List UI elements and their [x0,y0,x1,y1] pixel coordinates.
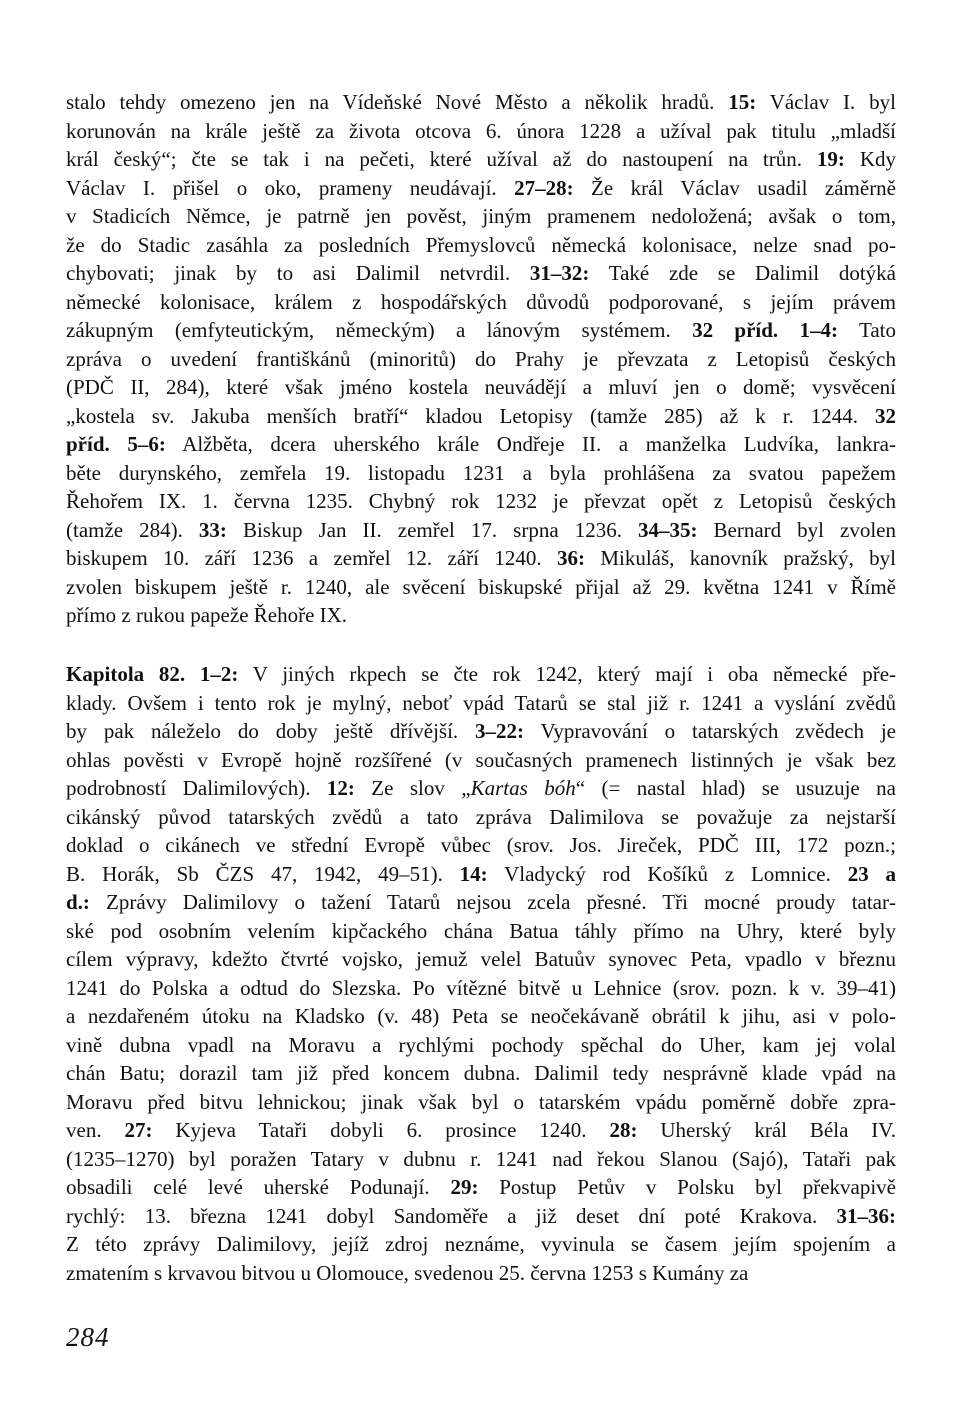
text-run: B. Horák, Sb ČZS 47, 1942, 49–51). [66,861,460,886]
text-run: ské pod osobním velením kipčackého chána Batua táhly přímo na Uhry, které byly [66,918,896,943]
text-run: a nezdařeném útoku na Kladsko (v. 48) Peta se neočekávaně obrátil k jihu, asi v polo‑ [66,1004,896,1028]
text-run: V jiných rkpech se čte rok 1242, který mají i oba německé pře‑ [238,662,897,686]
text-line [66,860,896,889]
bold-reference: 23 a [847,861,897,886]
text-line [66,373,896,402]
text-line [66,544,896,573]
text-run: Ze slov „ [354,776,471,800]
text-run: Kyjeva Tataři dobyli 6. prosince 1240. [152,1118,610,1142]
bold-reference: 1–2: [199,662,239,686]
text-line [66,660,896,689]
text-line [66,288,896,317]
text-run: cikánský původ tatarských zvědů a tato zpráva Dalimilova se považuje za nejstarší [66,804,896,829]
text-run: ohlas pověsti v Evropě hojně rozšířené (v současných pramenech listinných je však bez [66,747,896,772]
text-run: 1241 do Polska a odtud do Slezska. Po vítězné bitvě u Lehnice (srov. pozn. k v. 39–41) [66,975,896,1000]
text-line [66,1145,896,1174]
text-line [66,831,896,860]
text-line [66,689,896,718]
text-run: běte durynského, zemřela 19. listopadu 1231 a byla prohlášena za svatou papežem [66,460,896,485]
bold-reference: 31–36: [836,1203,896,1228]
text-run: že do Stadic zasáhla za posledních Přemyslovců německá kolonisace, nelze snad po‑ [66,232,896,257]
text-run: Biskup Jan II. zemřel 17. srpna 1236. [226,517,638,542]
text-line [66,1259,896,1288]
text-line [66,117,896,146]
bold-reference: 27–28: [514,175,574,200]
text-line [66,573,896,602]
text-line [66,1002,896,1031]
bold-reference: 29: [450,1175,479,1199]
text-line [66,917,896,946]
text-line [66,945,896,974]
text-run: Moravu před bitvu lehnickou; jinak však byl o tatarském vpádu poměrně dobře zpra‑ [66,1089,896,1114]
text-line [66,746,896,775]
text-run: Alžběta, dcera uherského krále Ondřeje II. a manželka Ludvíka, lankra‑ [165,432,896,456]
text-line [66,145,896,174]
text-run: Postup Petův v Polsku byl překvapivě [478,1175,896,1199]
text-line [66,402,896,431]
text-run: král český“; čte se tak i na pečeti, které užíval až do nastoupení na trůn. [66,147,817,171]
bold-reference: 33: [198,517,227,542]
text-run: (tamže 284). [66,517,199,542]
text-run: zvolen biskupem ještě r. 1240, ale svěcení biskupské přijal až 29. května 1241 v Římě [66,574,896,599]
bold-reference: 32 [875,403,896,428]
text-line [66,1230,896,1259]
bold-reference: 28: [609,1118,638,1142]
text-line [66,803,896,832]
italic-quote: Kartas bóh [470,776,576,800]
bold-reference: 19: [816,147,845,171]
text-run: zákupným (emfyteutickým, německým) a lánovým systémem. [66,318,693,342]
bold-reference: 32 příd. 1–4: [692,318,839,342]
text-run [185,662,200,686]
text-line [66,202,896,231]
text-run: vině dubna vpadl na Moravu a rychlými pochody spěchal do Uher, kam jej volal [66,1032,896,1057]
bold-reference: 27: [124,1118,153,1142]
bold-reference: 3–22: [475,719,525,743]
text-run: biskupem 10. září 1236 a zemřel 12. září 1240. [66,546,557,570]
text-run: Vypravování o tatarských zvědech je [524,719,896,743]
text-run: zmatením s krvavou bitvou u Olomouce, svedenou 25. června 1253 s Kumány za [66,1260,749,1285]
text-run: v Stadicích Němce, je patrně jen pověst, jiným pramenem nedoložená; avšak o tom, [66,204,896,228]
text-line [66,1116,896,1145]
text-line [66,1173,896,1202]
text-run: Václav I. byl [756,90,896,114]
text-line [66,231,896,260]
text-run: Kdy [844,147,896,171]
bold-reference: d.: [66,890,90,914]
bold-reference: příd. 5–6: [66,432,166,456]
text-run: Bernard byl zvolen [697,517,896,542]
text-run: Tato [838,318,896,342]
text-line [66,487,896,516]
text-run: stalo tehdy omezeno jen na Vídeňské Nové Město a několik hradů. [66,90,729,114]
text-run: (PDČ II, 284), které však jméno kostela neuvádějí a mluví jen o domě; vysvěcení [66,375,896,399]
text-run: přímo z rukou papeže Řehoře IX. [66,603,348,627]
bold-reference: 34–35: [637,517,698,542]
text-line [66,430,896,459]
text-run: korunován na krále ještě za života otcova 6. února 1228 a užíval pak titulu „mladší [66,118,896,143]
bold-reference: Kapitola 82. [66,662,186,686]
text-run: Z této zprávy Dalimilovy, jejíž zdroj neznáme, vyvinula se časem jejím spojením a [66,1232,896,1256]
text-run: klady. Ovšem i tento rok je mylný, neboť vpád Tatarů se stal již r. 1241 a vyslání zvědů [66,690,896,715]
text-run: Uherský král Béla IV. [637,1118,896,1142]
text-line [66,1031,896,1060]
text-run: rychlý: 13. března 1241 dobyl Sandoměře a již deset dní poté Krakova. [66,1203,837,1228]
text-run: „kostela sv. Jakuba menších bratří“ kladou Letopisy (tamže 285) až k r. 1244. [66,403,875,428]
bold-reference: 12: [326,776,355,800]
text-line [66,1088,896,1117]
bold-reference: 36: [556,546,585,570]
text-line [66,88,896,117]
text-line [66,1059,896,1088]
notes-paragraph-top [66,88,896,630]
bold-reference: 14: [459,861,488,886]
bold-reference: 15: [728,90,757,114]
text-line [66,174,896,203]
text-run: chán Batu; dorazil tam již před koncem dubna. Dalimil tedy nesprávně klade vpád na [66,1061,896,1085]
text-run: německé kolonisace, králem z hospodářských důvodů podporované, s jejím právem [66,289,896,314]
text-run: by pak náleželo do doby ještě dřívější. [66,719,476,743]
page-number: 284 [66,1322,110,1352]
text-run: chybovati; jinak by to asi Dalimil netvrdil. [66,261,530,285]
text-run: Zprávy Dalimilovy o tažení Tatarů nejsou zcela přesné. Tři mocné proudy tatar‑ [89,890,896,914]
text-line [66,974,896,1003]
text-run: ven. [66,1118,125,1142]
text-line [66,259,896,288]
text-line [66,774,896,803]
text-run: Mikuláš, kanovník pražský, byl [584,546,897,570]
text-run: Že král Václav usadil záměrně [573,175,897,200]
text-run: Řehořem IX. 1. června 1235. Chybný rok 1232 je převzat opět z Letopisů českých [66,489,896,513]
text-line [66,459,896,488]
text-line [66,1202,896,1231]
text-run: (1235–1270) byl poražen Tatary v dubnu r. 1241 nad řekou Slanou (Sajó), Tataři pak [66,1146,896,1171]
text-run: “ (= nastal hlad) se usuzuje na [575,776,896,800]
text-run: Vladycký rod Košíků z Lomnice. [487,861,848,886]
bold-reference: 31–32: [529,261,590,285]
text-run: obsadili celé levé uherské Podunají. [66,1175,451,1199]
text-line [66,316,896,345]
text-run: cílem výpravy, kdežto čtvrté vojsko, jemuž velel Batuův synovec Peta, vpadlo v březnu [66,947,896,971]
text-line [66,516,896,545]
text-run: Václav I. přišel o oko, prameny neudávají. [66,175,515,200]
notes-paragraph-chapter-82 [66,660,896,1287]
text-run: doklad o cikánech ve střední Evropě vůbec (srov. Jos. Jireček, PDČ III, 172 pozn.; [66,833,896,857]
text-line [66,717,896,746]
text-run: podrobností Dalimilových). [66,776,327,800]
text-line [66,601,896,630]
text-line [66,888,896,917]
text-run: Také zde se Dalimil dotýká [589,261,896,285]
text-run: zpráva o uvedení františkánů (minoritů) do Prahy je převzata z Letopisů českých [66,346,896,371]
text-line [66,345,896,374]
